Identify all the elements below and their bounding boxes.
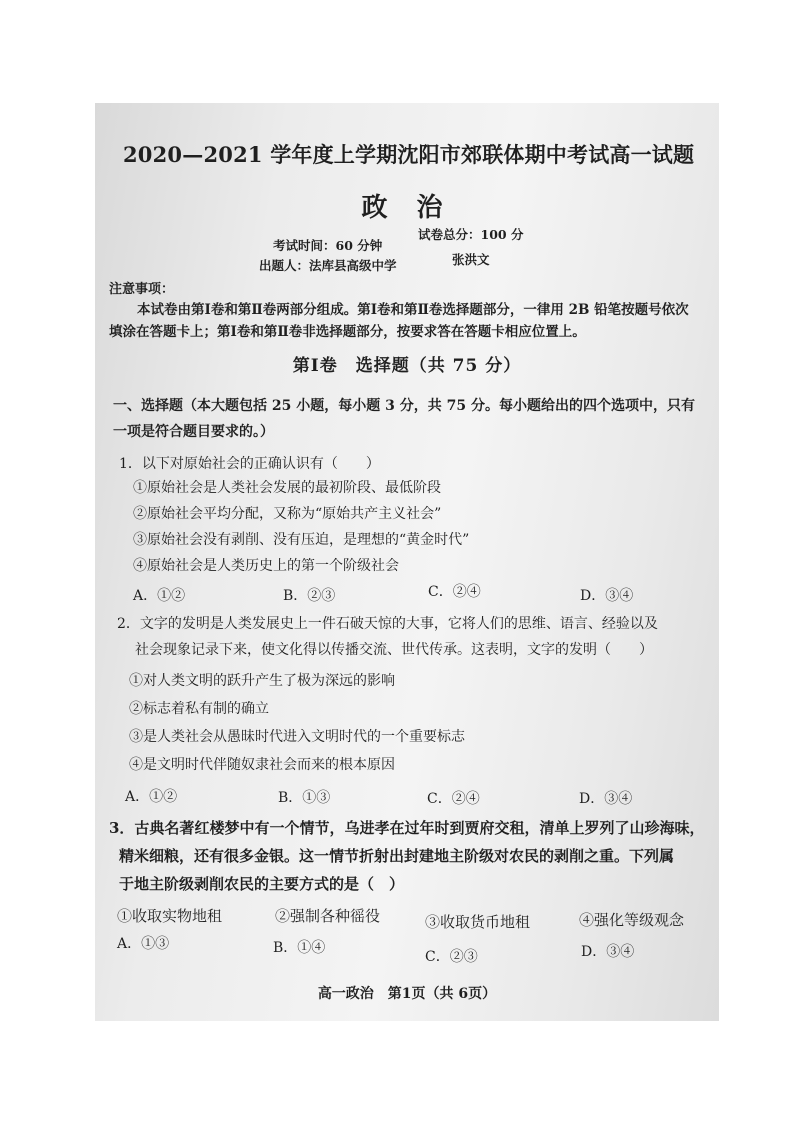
notes-heading: 注意事项： <box>109 282 175 297</box>
q3-option-d: D．③④ <box>581 944 635 960</box>
q2-item: ③是人类社会从愚昧时代进入文明时代的一个重要标志 <box>129 729 465 745</box>
q1-option-b: B．②③ <box>283 588 336 604</box>
q1-item: ①原始社会是人类社会发展的最初阶段、最低阶段 <box>133 480 441 496</box>
q3-item: ②强制各种徭役 <box>275 907 381 925</box>
q2-stem-line: 社会现象记录下来，使文化得以传播交流、世代传承。这表明，文字的发明（ ） <box>135 642 653 658</box>
exam-time: 考试时间：60 分钟 <box>273 238 383 253</box>
q2-option-a: A．①② <box>125 789 178 805</box>
author-name: 张洪文 <box>452 252 490 267</box>
q3-stem-line: 3．古典名著红楼梦中有一个情节，乌进孝在过年时到贾府交租，清单上罗列了山珍海味， <box>109 819 705 837</box>
q3-item: ③收取货币地租 <box>425 913 531 931</box>
section-instruction: 一、选择题（本大题包括 25 小题，每小题 3 分，共 75 分。每小题给出的四个选项中，只有一项是符合题目要求的。） <box>113 398 695 440</box>
q1-item: ②原始社会平均分配，又称为“原始共产主义社会” <box>133 506 442 522</box>
q3-option-b: B．①④ <box>273 940 326 956</box>
author-label: 出题人：法库县高级中学 <box>259 258 397 273</box>
q2-option-c: C．②④ <box>427 791 480 807</box>
subject-title: 政 治 <box>361 193 453 223</box>
q2-item: ②标志着私有制的确立 <box>129 701 269 717</box>
exam-title: 2020—2021 学年度上学期沈阳市郊联体期中考试高一试题 <box>123 142 695 167</box>
q1-item: ③原始社会没有剥削、没有压迫，是理想的“黄金时代” <box>133 532 470 548</box>
notes-text: 本试卷由第Ⅰ卷和第Ⅱ卷两部分组成。第Ⅰ卷和第Ⅱ卷选择题部分，一律用 2B 铅笔按题号依次填涂在答题卡上；第Ⅰ卷和第Ⅱ卷非选择题部分，按要求答在答题卡相应位置上。 <box>109 302 689 340</box>
q2-option-d: D．③④ <box>579 791 633 807</box>
q2-item: ①对人类文明的跃升产生了极为深远的影响 <box>129 673 395 689</box>
q3-option-c: C．②③ <box>425 949 478 965</box>
q1-option-a: A．①② <box>133 588 186 604</box>
q3-item: ④强化等级观念 <box>579 911 685 929</box>
q1-item: ④原始社会是人类历史上的第一个阶级社会 <box>133 558 399 574</box>
section-title: 第Ⅰ卷 选择题（共 75 分） <box>292 356 522 376</box>
q1-option-d: D．③④ <box>580 588 634 604</box>
q3-stem-line: 于地主阶级剥削农民的主要方式的是（ ） <box>119 875 405 893</box>
q2-option-b: B．①③ <box>278 790 331 806</box>
exam-paper <box>95 103 719 1021</box>
q1-stem: 1．以下对原始社会的正确认识有（ ） <box>119 456 380 472</box>
q3-stem-line: 精米细粮，还有很多金银。这一情节折射出封建地主阶级对农民的剥削之重。下列属 <box>119 847 675 865</box>
q2-stem-line: 2．文字的发明是人类发展史上一件石破天惊的大事，它将人们的思维、语言、经验以及 <box>117 616 658 632</box>
q3-option-a: A．①③ <box>117 936 170 952</box>
total-score: 试卷总分：100 分 <box>418 227 524 242</box>
q3-item: ①收取实物地租 <box>117 907 223 925</box>
page-footer: 高一政治 第1页（共 6页） <box>317 986 497 1002</box>
q2-item: ④是文明时代伴随奴隶社会而来的根本原因 <box>129 757 395 773</box>
q1-option-c: C．②④ <box>428 584 481 600</box>
